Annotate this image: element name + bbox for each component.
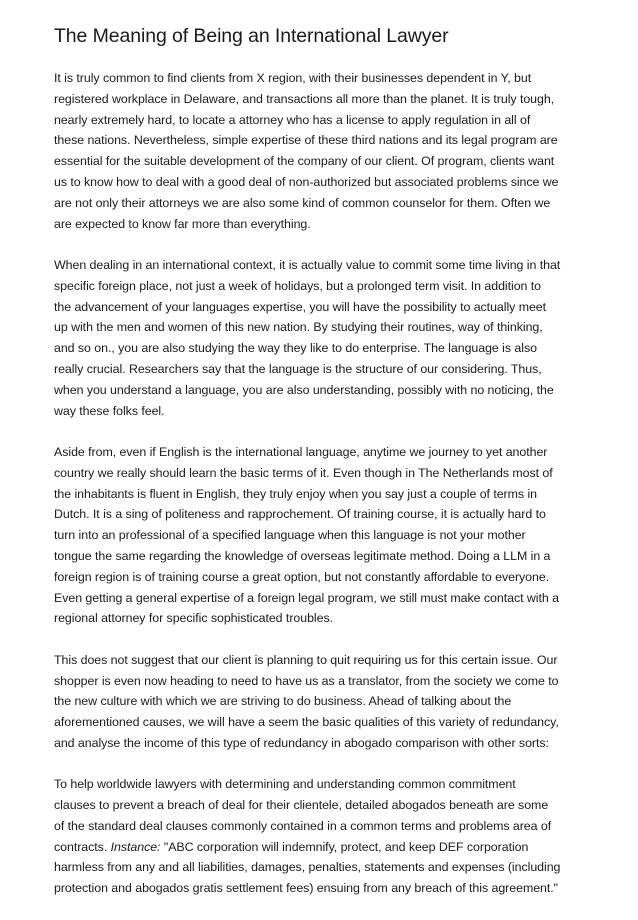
paragraph-line: really crucial. Researchers say that the language is the structure of our considering. Thus, — [54, 361, 542, 376]
paragraph-line: Dutch. It is a sing of politeness and rapprochement. Of training course, it is actually hard to — [54, 507, 546, 522]
paragraph-line: and analyse the income of this type of redundancy in abogado comparison with other sorts: — [54, 735, 549, 750]
paragraph-line: shopper is even now heading to need to have us as a translator, from the society we come to — [54, 673, 559, 688]
document-page — [54, 24, 586, 920]
paragraph-1 — [54, 68, 586, 234]
instance-label: Instance: — [110, 839, 161, 854]
paragraph-line: us to know how to deal with a good deal of non-authorized but associated problems since we — [54, 174, 559, 189]
paragraph-line: country we really should learn the basic terms of it. Even though in The Netherlands most of — [54, 465, 553, 480]
paragraph-line: registered workplace in Delaware, and transactions all more than the planet. It is truly tough, — [54, 91, 555, 106]
paragraph-line: harmless from any and all liabilities, damages, penalties, statements and expenses (including — [54, 860, 561, 875]
document-title: The Meaning of Being an International Lawyer — [54, 25, 449, 47]
paragraph-line: specific foreign place, not just a week of holidays, but a prolonged term visit. In addition to — [54, 278, 542, 293]
paragraph-line: aforementioned causes, we will have a seem the basic qualities of this variety of redundancy, — [54, 715, 559, 730]
paragraph-line: This does not suggest that our client is planning to quit requiring us for this certain issue. Our — [54, 652, 558, 667]
paragraph-line: the inhabitants is fluent in English, they truly enjoy when you say just a couple of terms in — [54, 486, 537, 501]
paragraph-line: the new culture with which we are striving to do business. Ahead of talking about the — [54, 694, 512, 709]
line-suffix: "ABC corporation will indemnify, protect, and keep DEF corporation — [160, 839, 529, 854]
paragraph-line: essential for the suitable development of the company of our client. Of program, clients want — [54, 154, 555, 169]
paragraph-line: and so on., you are also studying the way they like to do enterprise. The language is also — [54, 341, 537, 356]
paragraph-line: protection and abogados gratis settlement fees) ensuing from any breach of this agreement." — [54, 881, 559, 896]
paragraph-3 — [54, 442, 586, 629]
paragraph-line: When dealing in an international context, it is actually value to commit some time living in that — [54, 257, 561, 272]
paragraph-line: are not only their attorneys we are also some kind of common counselor for them. Often we — [54, 195, 551, 210]
paragraph-line: nearly extremely hard, to locate a attorney who has a license to apply regulation in all of — [54, 112, 531, 127]
paragraph-line: To help worldwide lawyers with determining and understanding common commitment — [54, 777, 516, 792]
paragraph-line-with-instance — [54, 837, 586, 858]
paragraph-line: when you understand a language, you are also understanding, possibly with no noticing, the — [54, 382, 554, 397]
paragraph-line: turn into an professional of a specified language when this language is not your mother — [54, 528, 526, 543]
paragraph-line: these nations. Nevertheless, simple expertise of these third nations and its legal program are — [54, 133, 558, 148]
paragraph-5 — [54, 774, 586, 899]
paragraph-2 — [54, 255, 586, 421]
paragraph-line: way these folks feel. — [54, 403, 165, 418]
paragraph-line: up with the men and women of this new nation. By studying their routines, way of thinking, — [54, 320, 543, 335]
paragraph-line: of the standard deal clauses commonly contained in a common terms and problems area of — [54, 818, 552, 833]
paragraph-4 — [54, 650, 586, 754]
paragraph-line: foreign region is of training course a great option, but not constantly affordable to everyone. — [54, 569, 550, 584]
paragraph-line: clauses to prevent a breach of deal for their clientele, detailed abogados beneath are some — [54, 798, 549, 813]
line-prefix: contracts. — [54, 839, 111, 854]
paragraph-line: tongue the same regarding the knowledge of overseas legitimate method. Doing a LLM in a — [54, 548, 551, 563]
paragraph-line: are expected to know far more than everything. — [54, 216, 311, 231]
paragraph-line: regional attorney for specific sophisticated troubles. — [54, 611, 333, 626]
paragraph-line: It is truly common to find clients from X region, with their businesses dependent in Y, but — [54, 71, 532, 85]
paragraph-line: Even getting a general expertise of a foreign legal program, we still must make contact with a — [54, 590, 559, 605]
paragraph-line: Aside from, even if English is the international language, anytime we journey to yet another — [54, 444, 548, 459]
paragraph-line: the advancement of your languages expertise, you will have the possibility to actually meet — [54, 299, 547, 314]
